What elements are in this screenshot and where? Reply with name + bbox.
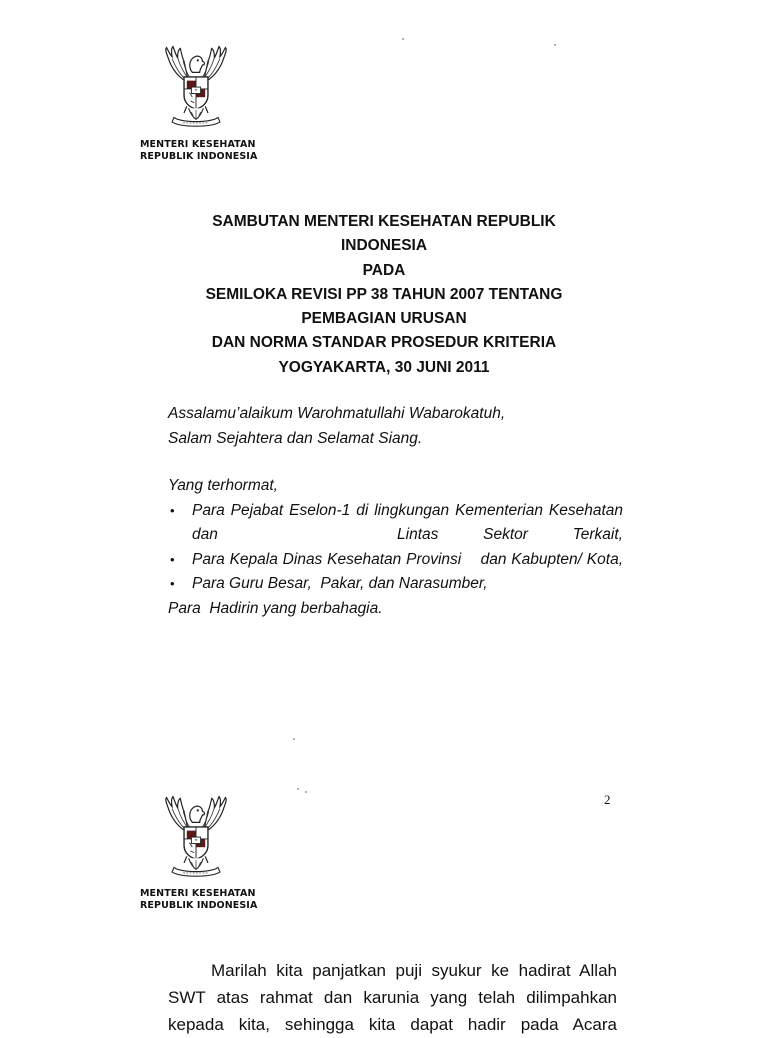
greeting [168, 402, 623, 451]
closing-salutation: Para Hadirin yang berbahagia. [168, 599, 383, 617]
list-item [168, 499, 623, 548]
addressee-block [168, 474, 623, 621]
ministry-line-1: MENTERI KESEHATAN [140, 139, 256, 150]
scan-speck [305, 791, 307, 793]
ministry-caption [140, 139, 280, 163]
scan-speck [402, 38, 404, 40]
title-line: PEMBAGIAN URUSAN [301, 310, 467, 328]
scan-speck [293, 738, 295, 740]
scan-speck [297, 788, 299, 790]
bullet-icon: • [170, 502, 175, 518]
speech-body-paragraph [168, 957, 617, 1038]
title-line: SAMBUTAN MENTERI KESEHATAN REPUBLIK [212, 213, 556, 230]
title-line: YOGYAKARTA, 30 JUNI 2011 [278, 358, 490, 376]
greeting-line: Assalamu’alaikum Warohmatullahi Wabarokatuh, [168, 405, 506, 422]
paragraph-text: Marilah kita panjatkan puji syukur ke hadirat Allah SWT atas rahmat dan karunia yang telah dilimpahkan kepada kita, sehingga kita dapat hadir pada Acara [168, 961, 617, 1034]
document-page-2 [0, 770, 768, 1034]
list-item [168, 548, 623, 573]
garuda-emblem-icon [150, 792, 242, 884]
speech-title [120, 210, 648, 380]
ministry-line-2: REPUBLIK INDONESIA [140, 151, 258, 162]
list-item-text: Para Pejabat Eselon-1 di lingkungan Kementerian Kesehatan dan Lintas Sektor Terkait, [192, 501, 623, 543]
addressee-heading: Yang terhormat, [168, 477, 278, 494]
greeting-line: Salam Sejahtera dan Selamat Siang. [168, 429, 423, 447]
title-line: INDONESIA [340, 237, 428, 255]
ministry-line-1: MENTERI KESEHATAN [140, 888, 256, 899]
list-item [168, 572, 623, 597]
ministry-caption [140, 888, 280, 912]
list-item-text: Para Guru Besar, Pakar, dan Narasumber, [192, 575, 488, 592]
title-line: DAN NORMA STANDAR PROSEDUR KRITERIA [211, 334, 557, 352]
page-number: 2 [604, 792, 611, 807]
title-line: SEMILOKA REVISI PP 38 TAHUN 2007 TENTANG [205, 285, 563, 303]
list-item-text: Para Kepala Dinas Kesehatan Provinsi dan Kabupten/ Kota, [192, 550, 623, 568]
bullet-icon: • [170, 551, 175, 567]
scan-speck [554, 44, 556, 46]
title-line: PADA [362, 261, 406, 279]
garuda-emblem-icon [150, 42, 242, 134]
bullet-icon: • [170, 576, 175, 591]
addressee-list [168, 499, 623, 597]
ministry-line-2: REPUBLIK INDONESIA [140, 900, 258, 911]
